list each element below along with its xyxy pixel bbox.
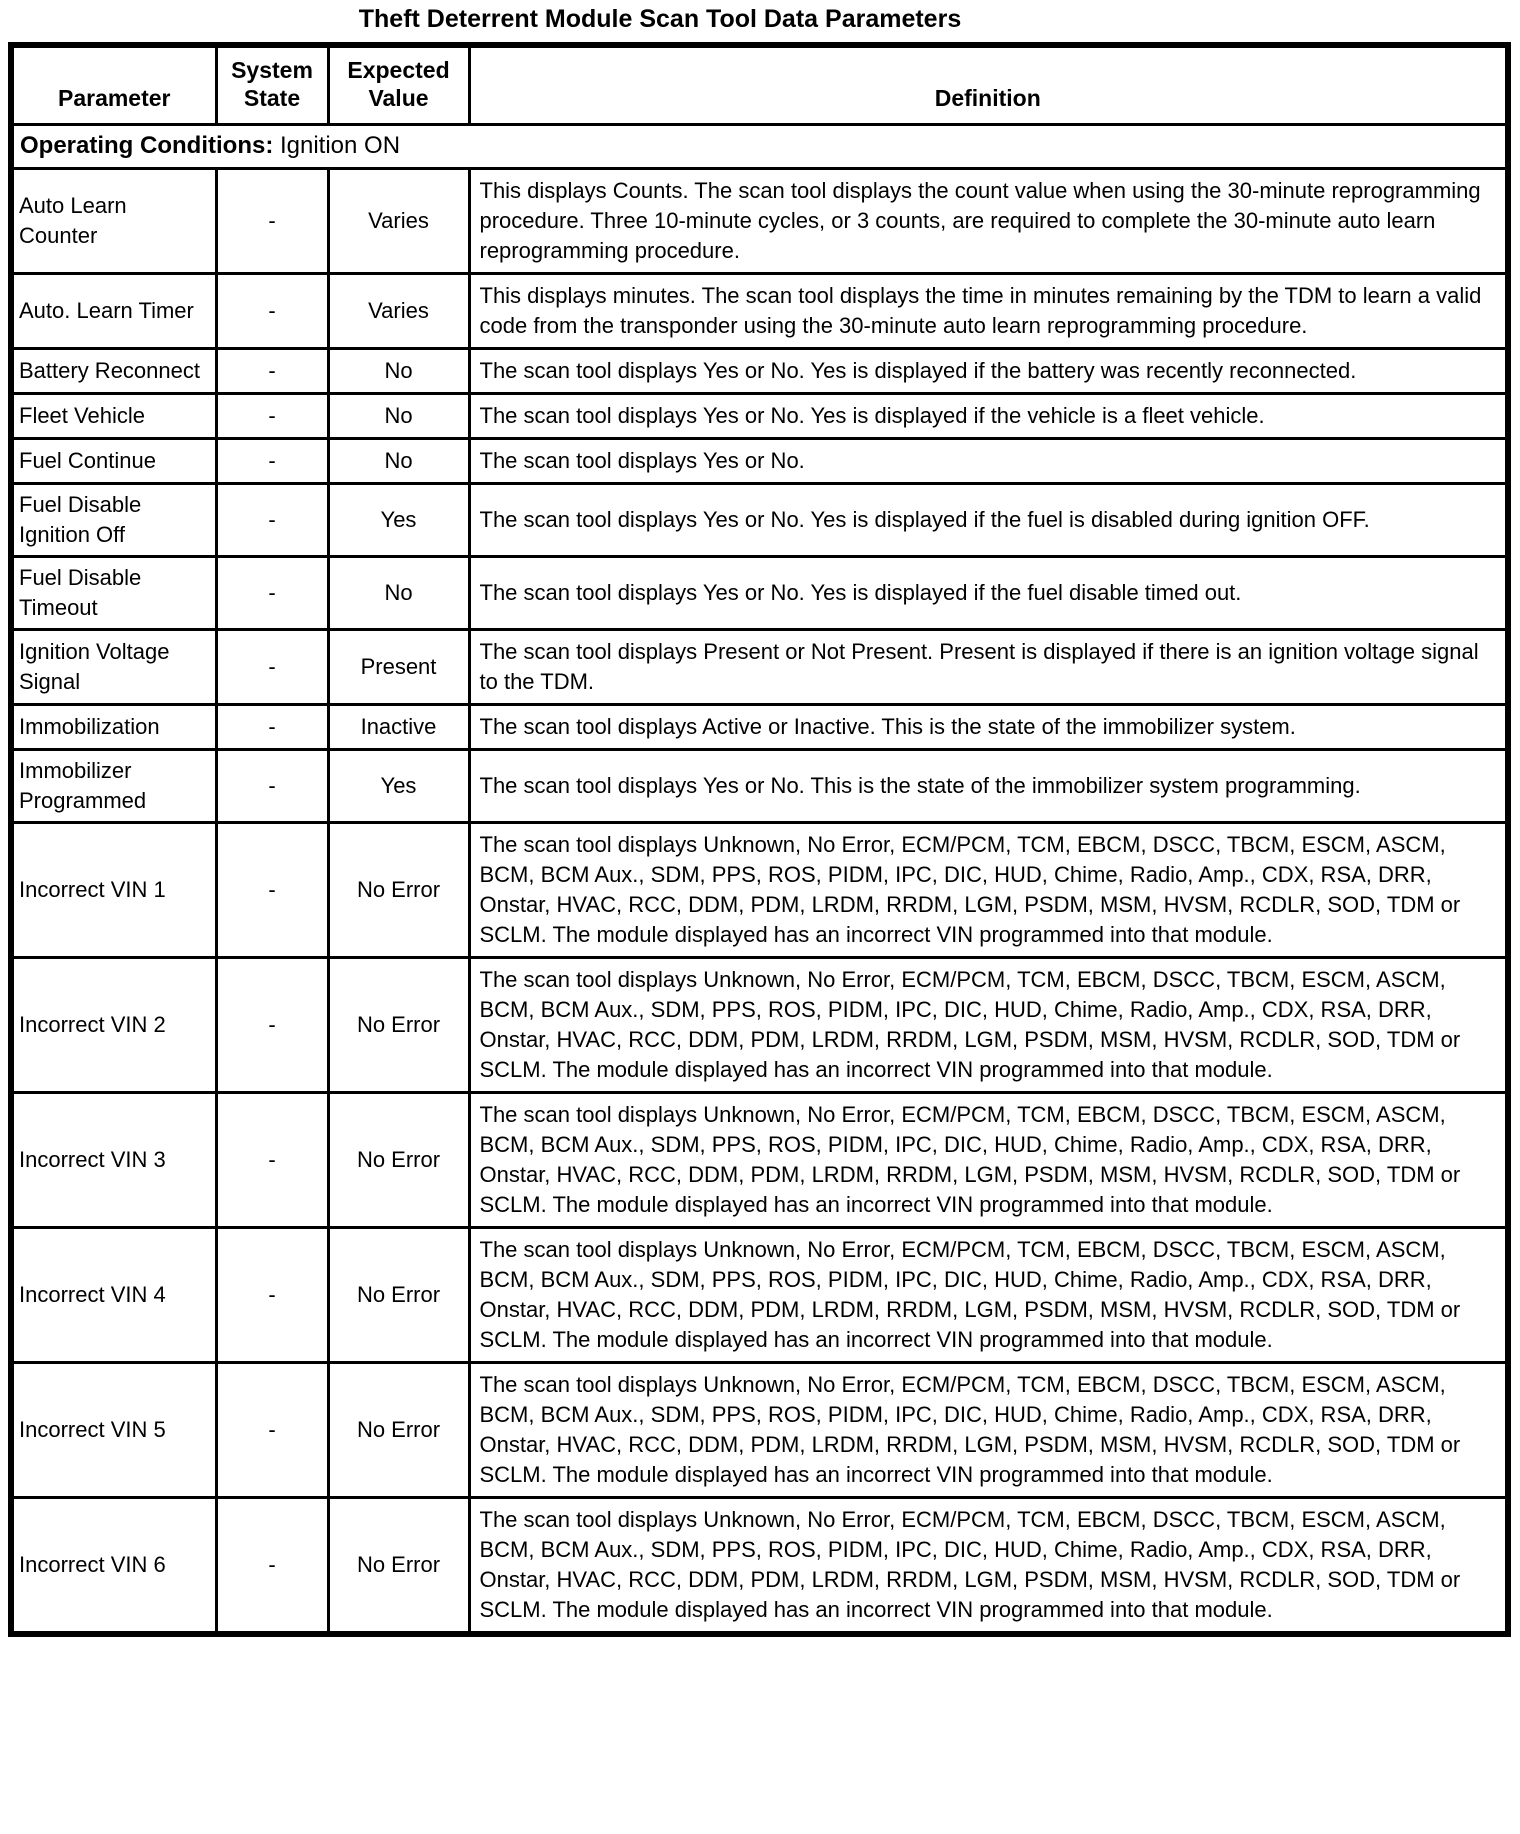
definition-cell: The scan tool displays Unknown, No Error, ECM/PCM, TCM, EBCM, DSCC, TBCM, ESCM, ASCM, BCM, BCM Aux., SDM, PPS, ROS, PIDM, IPC, DIC, HUD, Chime, Radio, Amp., CDX, RSA, DRR, Onstar, HVAC, RCC, DDM, PDM, LRDM, RRDM, LGM, PSDM, MSM, HVSM, RCDLR, SOD, TDM or SCLM. The module displayed has an incorrect VIN programmed into that module. xyxy=(469,1498,1508,1635)
expected-value-cell: No Error xyxy=(328,823,469,958)
parameter-cell: Incorrect VIN 1 xyxy=(11,823,216,958)
table-row xyxy=(11,1498,1508,1635)
expected-value-cell: No Error xyxy=(328,1228,469,1363)
definition-cell: The scan tool displays Unknown, No Error, ECM/PCM, TCM, EBCM, DSCC, TBCM, ESCM, ASCM, BCM, BCM Aux., SDM, PPS, ROS, PIDM, IPC, DIC, HUD, Chime, Radio, Amp., CDX, RSA, DRR, Onstar, HVAC, RCC, DDM, PDM, LRDM, RRDM, LGM, PSDM, MSM, HVSM, RCDLR, SOD, TDM or SCLM. The module displayed has an incorrect VIN programmed into that module. xyxy=(469,1363,1508,1498)
table-row xyxy=(11,1363,1508,1498)
system-state-cell: - xyxy=(216,705,328,750)
expected-value-cell: No Error xyxy=(328,958,469,1093)
definition-cell: The scan tool displays Yes or No. Yes is displayed if the fuel disable timed out. xyxy=(469,557,1508,630)
parameter-cell: Incorrect VIN 6 xyxy=(11,1498,216,1635)
definition-cell: The scan tool displays Active or Inactive. This is the state of the immobilizer system. xyxy=(469,705,1508,750)
definition-cell: This displays minutes. The scan tool displays the time in minutes remaining by the TDM to learn a valid code from the transponder using the 30-minute auto learn reprogramming procedure. xyxy=(469,274,1508,349)
system-state-cell: - xyxy=(216,439,328,484)
definition-cell: The scan tool displays Unknown, No Error, ECM/PCM, TCM, EBCM, DSCC, TBCM, ESCM, ASCM, BCM, BCM Aux., SDM, PPS, ROS, PIDM, IPC, DIC, HUD, Chime, Radio, Amp., CDX, RSA, DRR, Onstar, HVAC, RCC, DDM, PDM, LRDM, RRDM, LGM, PSDM, MSM, HVSM, RCDLR, SOD, TDM or SCLM. The module displayed has an incorrect VIN programmed into that module. xyxy=(469,958,1508,1093)
parameters-table xyxy=(8,42,1511,1637)
system-state-cell: - xyxy=(216,1498,328,1635)
operating-conditions-value: Ignition ON xyxy=(273,132,401,159)
parameter-cell: Fuel Disable Ignition Off xyxy=(11,484,216,557)
system-state-cell: - xyxy=(216,823,328,958)
system-state-cell: - xyxy=(216,630,328,705)
expected-value-cell: Inactive xyxy=(328,705,469,750)
definition-cell: The scan tool displays Yes or No. This is the state of the immobilizer system programming. xyxy=(469,750,1508,823)
definition-cell: The scan tool displays Unknown, No Error, ECM/PCM, TCM, EBCM, DSCC, TBCM, ESCM, ASCM, BCM, BCM Aux., SDM, PPS, ROS, PIDM, IPC, DIC, HUD, Chime, Radio, Amp., CDX, RSA, DRR, Onstar, HVAC, RCC, DDM, PDM, LRDM, RRDM, LGM, PSDM, MSM, HVSM, RCDLR, SOD, TDM or SCLM. The module displayed has an incorrect VIN programmed into that module. xyxy=(469,1093,1508,1228)
table-row xyxy=(11,557,1508,630)
system-state-cell: - xyxy=(216,958,328,1093)
table-row xyxy=(11,1228,1508,1363)
definition-cell: The scan tool displays Unknown, No Error, ECM/PCM, TCM, EBCM, DSCC, TBCM, ESCM, ASCM, BCM, BCM Aux., SDM, PPS, ROS, PIDM, IPC, DIC, HUD, Chime, Radio, Amp., CDX, RSA, DRR, Onstar, HVAC, RCC, DDM, PDM, LRDM, RRDM, LGM, PSDM, MSM, HVSM, RCDLR, SOD, TDM or SCLM. The module displayed has an incorrect VIN programmed into that module. xyxy=(469,823,1508,958)
table-row xyxy=(11,630,1508,705)
parameter-cell: Incorrect VIN 5 xyxy=(11,1363,216,1498)
definition-cell: The scan tool displays Present or Not Present. Present is displayed if there is an ignition voltage signal to the TDM. xyxy=(469,630,1508,705)
parameter-cell: Fleet Vehicle xyxy=(11,394,216,439)
expected-value-cell: No xyxy=(328,349,469,394)
table-row xyxy=(11,750,1508,823)
expected-value-cell: Varies xyxy=(328,274,469,349)
operating-conditions-row xyxy=(11,125,1508,169)
parameter-cell: Incorrect VIN 2 xyxy=(11,958,216,1093)
system-state-cell: - xyxy=(216,394,328,439)
operating-conditions-label: Operating Conditions: xyxy=(20,132,274,159)
table-row xyxy=(11,274,1508,349)
definition-cell: The scan tool displays Yes or No. Yes is displayed if the battery was recently reconnected. xyxy=(469,349,1508,394)
table-row xyxy=(11,823,1508,958)
parameter-cell: Fuel Disable Timeout xyxy=(11,557,216,630)
expected-value-cell: No xyxy=(328,557,469,630)
header-expected-value: Expected Value xyxy=(328,45,469,125)
expected-value-cell: No Error xyxy=(328,1363,469,1498)
table-row xyxy=(11,1093,1508,1228)
definition-cell: The scan tool displays Yes or No. Yes is displayed if the fuel is disabled during ignition OFF. xyxy=(469,484,1508,557)
operating-conditions-cell xyxy=(11,125,1508,169)
parameter-cell: Ignition Voltage Signal xyxy=(11,630,216,705)
header-parameter: Parameter xyxy=(11,45,216,125)
system-state-cell: - xyxy=(216,557,328,630)
system-state-cell: - xyxy=(216,484,328,557)
parameter-cell: Battery Reconnect xyxy=(11,349,216,394)
system-state-cell: - xyxy=(216,750,328,823)
system-state-cell: - xyxy=(216,169,328,274)
table-row xyxy=(11,169,1508,274)
parameter-cell: Immobilization xyxy=(11,705,216,750)
table-row xyxy=(11,484,1508,557)
header-definition: Definition xyxy=(469,45,1508,125)
parameter-cell: Auto Learn Counter xyxy=(11,169,216,274)
table-row xyxy=(11,349,1508,394)
definition-cell: The scan tool displays Unknown, No Error, ECM/PCM, TCM, EBCM, DSCC, TBCM, ESCM, ASCM, BCM, BCM Aux., SDM, PPS, ROS, PIDM, IPC, DIC, HUD, Chime, Radio, Amp., CDX, RSA, DRR, Onstar, HVAC, RCC, DDM, PDM, LRDM, RRDM, LGM, PSDM, MSM, HVSM, RCDLR, SOD, TDM or SCLM. The module displayed has an incorrect VIN programmed into that module. xyxy=(469,1228,1508,1363)
expected-value-cell: Varies xyxy=(328,169,469,274)
expected-value-cell: No xyxy=(328,394,469,439)
system-state-cell: - xyxy=(216,274,328,349)
table-row xyxy=(11,958,1508,1093)
system-state-cell: - xyxy=(216,1228,328,1363)
table-body xyxy=(11,125,1508,1635)
expected-value-cell: No Error xyxy=(328,1093,469,1228)
page-title: Theft Deterrent Module Scan Tool Data Parameters xyxy=(358,5,962,33)
expected-value-cell: Yes xyxy=(328,484,469,557)
table-row xyxy=(11,394,1508,439)
expected-value-cell: No Error xyxy=(328,1498,469,1635)
header-system-state: System State xyxy=(216,45,328,125)
parameter-cell: Immobilizer Programmed xyxy=(11,750,216,823)
parameter-cell: Incorrect VIN 4 xyxy=(11,1228,216,1363)
system-state-cell: - xyxy=(216,1093,328,1228)
table-row xyxy=(11,439,1508,484)
table-header xyxy=(11,45,1508,125)
parameter-cell: Incorrect VIN 3 xyxy=(11,1093,216,1228)
definition-cell: This displays Counts. The scan tool displays the count value when using the 30-minute reprogramming procedure. Three 10-minute cycles, or 3 counts, are required to complete the 30-minute auto learn reprogramming procedure. xyxy=(469,169,1508,274)
table-row xyxy=(11,705,1508,750)
header-row xyxy=(11,45,1508,125)
expected-value-cell: Present xyxy=(328,630,469,705)
expected-value-cell: Yes xyxy=(328,750,469,823)
system-state-cell: - xyxy=(216,349,328,394)
definition-cell: The scan tool displays Yes or No. Yes is displayed if the vehicle is a fleet vehicle. xyxy=(469,394,1508,439)
parameter-cell: Fuel Continue xyxy=(11,439,216,484)
title-bar xyxy=(0,0,1320,34)
expected-value-cell: No xyxy=(328,439,469,484)
system-state-cell: - xyxy=(216,1363,328,1498)
definition-cell: The scan tool displays Yes or No. xyxy=(469,439,1508,484)
parameter-cell: Auto. Learn Timer xyxy=(11,274,216,349)
